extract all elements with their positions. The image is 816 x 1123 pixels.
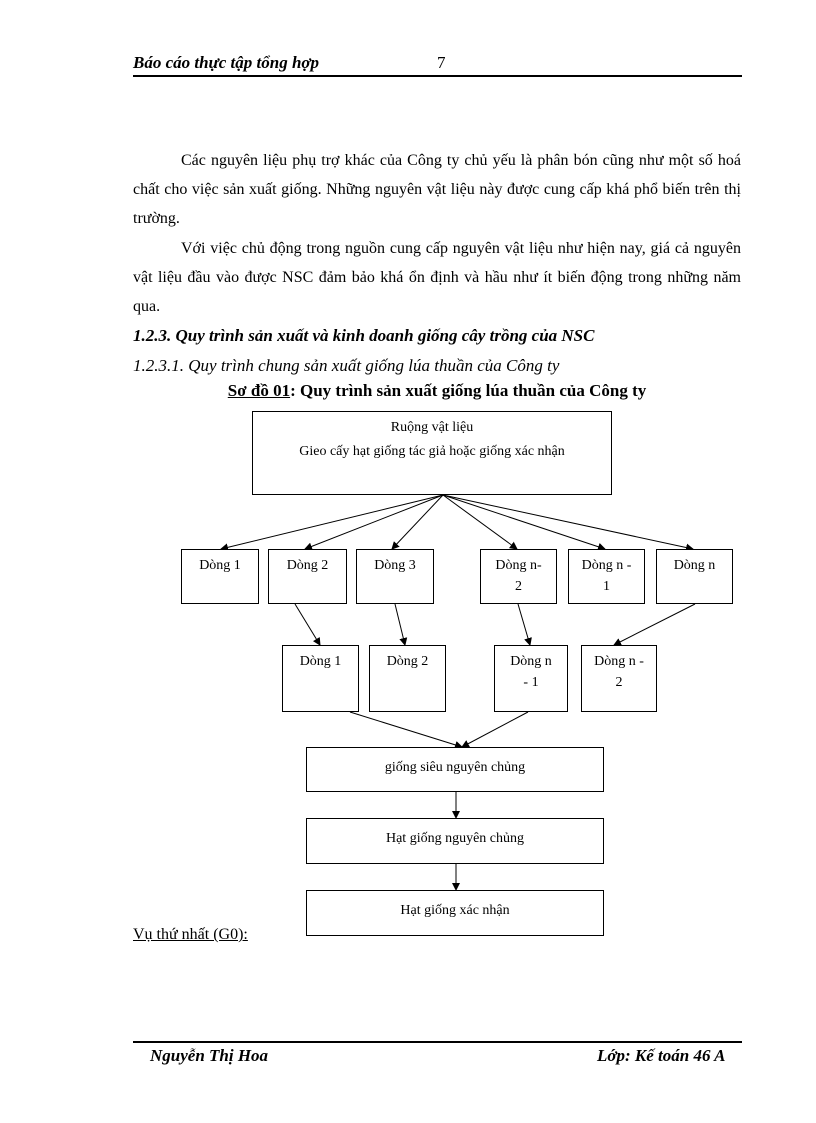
root-box-title: Ruộng vật liệu	[390, 420, 474, 435]
arrow-root-line1	[221, 495, 443, 549]
arrow-l1-3-to-l2-2	[395, 604, 405, 645]
diagram-title-prefix: Sơ đồ 01	[227, 381, 291, 400]
root-box-subtitle: Gieo cấy hạt giống tác giả hoặc giống xác nhận	[299, 444, 565, 459]
line-box-l1-n-2: Dòng n-2	[480, 549, 557, 604]
line-box-l1-2: Dòng 2	[268, 549, 347, 604]
arrow-l2-1-to-stage	[350, 712, 462, 747]
footer-class: Lớp: Kế toán 46 A	[597, 1046, 726, 1065]
line-box-l2-n-2: Dòng n - 2	[581, 645, 657, 712]
stage-box-certified: Hạt giống xác nhận	[306, 890, 604, 936]
line-box-l1-n: Dòng n	[656, 549, 733, 604]
arrow-root-line2	[305, 495, 443, 549]
line-box-l2-2: Dòng 2	[369, 645, 446, 712]
line-box-l2-1: Dòng 1	[282, 645, 359, 712]
line-box-l1-1: Dòng 1	[181, 549, 259, 604]
header-title: Báo cáo thực tập tổng hợp	[133, 53, 320, 72]
section-heading: 1.2.3. Quy trình sản xuất và kinh doanh giống cây trồng của NSC	[133, 326, 595, 345]
root-box-field-material	[252, 411, 612, 495]
arrow-root-line5	[443, 495, 605, 549]
stage-box-elite: Hạt giống nguyên chủng	[306, 818, 604, 864]
arrow-l1-4-to-l2-3	[518, 604, 530, 645]
paragraph-supply: Với việc chủ động trong nguồn cung cấp nguyên vật liệu như hiện nay, giá cả nguyên vật liệu đầu vào được NSC đảm bảo khá ổn định và hầu như ít biến động trong những năm qua.	[133, 240, 741, 315]
footer-rule	[133, 1041, 742, 1043]
subsection-heading: 1.2.3.1. Quy trình chung sản xuất giống lúa thuần của Công ty	[133, 356, 560, 375]
arrow-l1-2-to-l2-1	[295, 604, 320, 645]
arrow-root-line3	[392, 495, 443, 549]
paragraph-materials: Các nguyên liệu phụ trợ khác của Công ty chủ yếu là phân bón cũng như một số hoá chất cho việc sản xuất giống. Những nguyên vật liệu này được cung cấp khá phổ biến trên thị trường.	[133, 152, 741, 227]
line-box-l2-n-1: Dòng n - 1	[494, 645, 568, 712]
season-label: Vụ thứ nhất (G0):	[133, 926, 248, 943]
diagram-title-text: : Quy trình sản xuất giống lúa thuần của Công ty	[290, 381, 647, 400]
arrow-l1-6-to-l2-4	[614, 604, 695, 645]
arrow-l2-3-to-stage	[462, 712, 528, 747]
footer-author: Nguyễn Thị Hoa	[150, 1046, 269, 1065]
stage-box-super-elite: giống siêu nguyên chủng	[306, 747, 604, 792]
line-box-l1-n-1: Dòng n - 1	[568, 549, 645, 604]
page-number: 7	[437, 53, 446, 72]
line-box-l1-3: Dòng 3	[356, 549, 434, 604]
